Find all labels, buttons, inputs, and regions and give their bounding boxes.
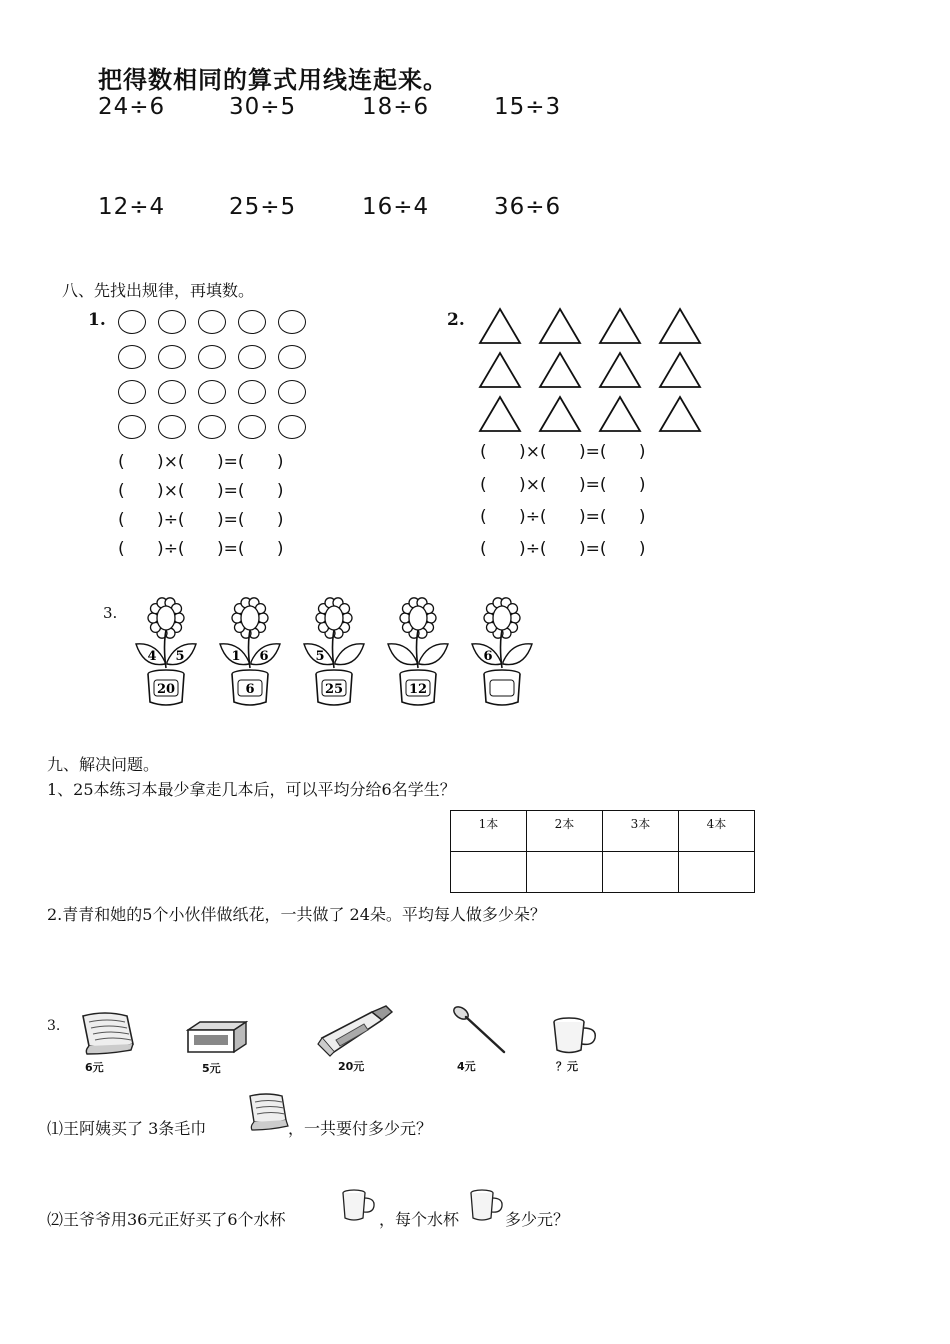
- circle-shape: [278, 310, 306, 334]
- price-label: 5元: [202, 1062, 221, 1075]
- question-3-2-part-a: ⑵王爷爷用36元正好买了6个水杯: [47, 1210, 286, 1229]
- triangle-shape: [600, 309, 640, 343]
- price-label: 4元: [457, 1060, 476, 1073]
- table-header-cell: 1本: [451, 811, 527, 852]
- question-2: 2.青青和她的5个小伙伴做纸花，一共做了 24朵。平均每人做多少朵？: [47, 905, 546, 924]
- circle-shape: [158, 345, 186, 369]
- equation-blank[interactable]: ( )×( )=( ): [480, 442, 646, 462]
- pot-number: 20: [156, 682, 176, 697]
- match-expr[interactable]: 15÷3: [494, 94, 562, 120]
- circle-shape: [158, 310, 186, 334]
- table-answer-cell[interactable]: [603, 852, 679, 893]
- circle-shape: [198, 380, 226, 404]
- match-expr[interactable]: 30÷5: [229, 94, 297, 120]
- match-expr[interactable]: 36÷6: [494, 194, 562, 220]
- leaf-number: 4: [147, 649, 157, 664]
- problem-number: 3.: [103, 604, 118, 622]
- circle-shape: [238, 380, 266, 404]
- circle-shape: [278, 380, 306, 404]
- match-expr[interactable]: 12÷4: [98, 194, 166, 220]
- toothpaste-icon: [316, 1004, 396, 1058]
- match-title: 把得数相同的算式用线连起来。: [98, 66, 448, 94]
- table-answer-cell[interactable]: [451, 852, 527, 893]
- pot-number: 6: [245, 682, 255, 697]
- cup-icon: [551, 1016, 601, 1056]
- equation-blank[interactable]: ( )÷( )=( ): [118, 539, 284, 559]
- triangle-shape: [660, 353, 700, 387]
- flower-pot: [382, 596, 454, 711]
- circle-shape: [118, 415, 146, 439]
- triangle-shape: [600, 353, 640, 387]
- table-header-cell: 3本: [603, 811, 679, 852]
- pot-number: 25: [324, 682, 344, 697]
- question-3-2-part-c: 多少元？: [505, 1210, 570, 1229]
- match-expr[interactable]: 24÷6: [98, 94, 166, 120]
- problem-number: 2.: [447, 310, 465, 330]
- equation-blank[interactable]: ( )×( )=( ): [118, 481, 284, 501]
- equation-blank[interactable]: ( )÷( )=( ): [480, 507, 646, 527]
- triangle-shape: [480, 309, 520, 343]
- circle-grid: [118, 310, 318, 450]
- question-3-2-part-b: ，每个水杯: [379, 1210, 460, 1229]
- leaf-number: 6: [483, 649, 493, 664]
- question-3-1-part-b: ，一共要付多少元？: [288, 1119, 433, 1138]
- triangle-shape: [540, 309, 580, 343]
- cup-icon: [341, 1188, 377, 1224]
- circle-shape: [158, 380, 186, 404]
- triangle-shape: [480, 353, 520, 387]
- match-expr[interactable]: 16÷4: [362, 194, 430, 220]
- equation-blank[interactable]: ( )×( )=( ): [118, 452, 284, 472]
- circle-shape: [198, 345, 226, 369]
- table-header-cell: 4本: [679, 811, 755, 852]
- table-answer-cell[interactable]: [527, 852, 603, 893]
- towel-icon: [75, 1008, 137, 1056]
- leaf-number: 5: [175, 649, 185, 664]
- circle-shape: [198, 310, 226, 334]
- equation-blank[interactable]: ( )÷( )=( ): [118, 510, 284, 530]
- soap-box-icon: [186, 1020, 248, 1054]
- triangle-shape: [540, 353, 580, 387]
- circle-shape: [238, 345, 266, 369]
- problem-number: 1.: [88, 310, 106, 330]
- circle-shape: [118, 310, 146, 334]
- triangle-shape: [540, 397, 580, 431]
- leaf-number: 5: [315, 649, 325, 664]
- triangle-shape: [660, 309, 700, 343]
- table-answer-cell[interactable]: [679, 852, 755, 893]
- section9-title: 九、解决问题。: [47, 755, 160, 774]
- equation-blank[interactable]: ( )×( )=( ): [480, 475, 646, 495]
- table-header-cell: 2本: [527, 811, 603, 852]
- triangle-shape: [600, 397, 640, 431]
- question-1: 1、25本练习本最少拿走几本后，可以平均分给6名学生？: [47, 780, 456, 799]
- pot-number: 12: [408, 682, 428, 697]
- flower-pot: [214, 596, 286, 711]
- cup-icon: [469, 1188, 505, 1224]
- flower-pot: [298, 596, 370, 711]
- circle-shape: [238, 415, 266, 439]
- leaf-number: 6: [259, 649, 269, 664]
- triangle-shape: [660, 397, 700, 431]
- circle-shape: [198, 415, 226, 439]
- triangle-grid: [470, 305, 710, 440]
- price-label: ？元: [556, 1060, 578, 1073]
- spoon-icon: [449, 1004, 509, 1056]
- price-label: 20元: [338, 1060, 365, 1073]
- leaf-number: 1: [231, 649, 241, 664]
- circle-shape: [238, 310, 266, 334]
- answer-table: [450, 810, 755, 893]
- match-expr[interactable]: 25÷5: [229, 194, 297, 220]
- circle-shape: [118, 345, 146, 369]
- flower-pots: [130, 596, 550, 711]
- circle-shape: [118, 380, 146, 404]
- problem-number: 3.: [47, 1018, 61, 1034]
- question-3-1-part-a: ⑴王阿姨买了 3条毛巾: [47, 1119, 207, 1138]
- circle-shape: [158, 415, 186, 439]
- price-label: 6元: [85, 1061, 104, 1074]
- towel-icon: [244, 1090, 290, 1134]
- section8-title: 八、先找出规律，再填数。: [62, 281, 255, 300]
- flower-pot: [466, 596, 538, 711]
- equation-blank[interactable]: ( )÷( )=( ): [480, 539, 646, 559]
- match-expr[interactable]: 18÷6: [362, 94, 430, 120]
- triangle-shape: [480, 397, 520, 431]
- circle-shape: [278, 345, 306, 369]
- flower-pot: [130, 596, 202, 711]
- circle-shape: [278, 415, 306, 439]
